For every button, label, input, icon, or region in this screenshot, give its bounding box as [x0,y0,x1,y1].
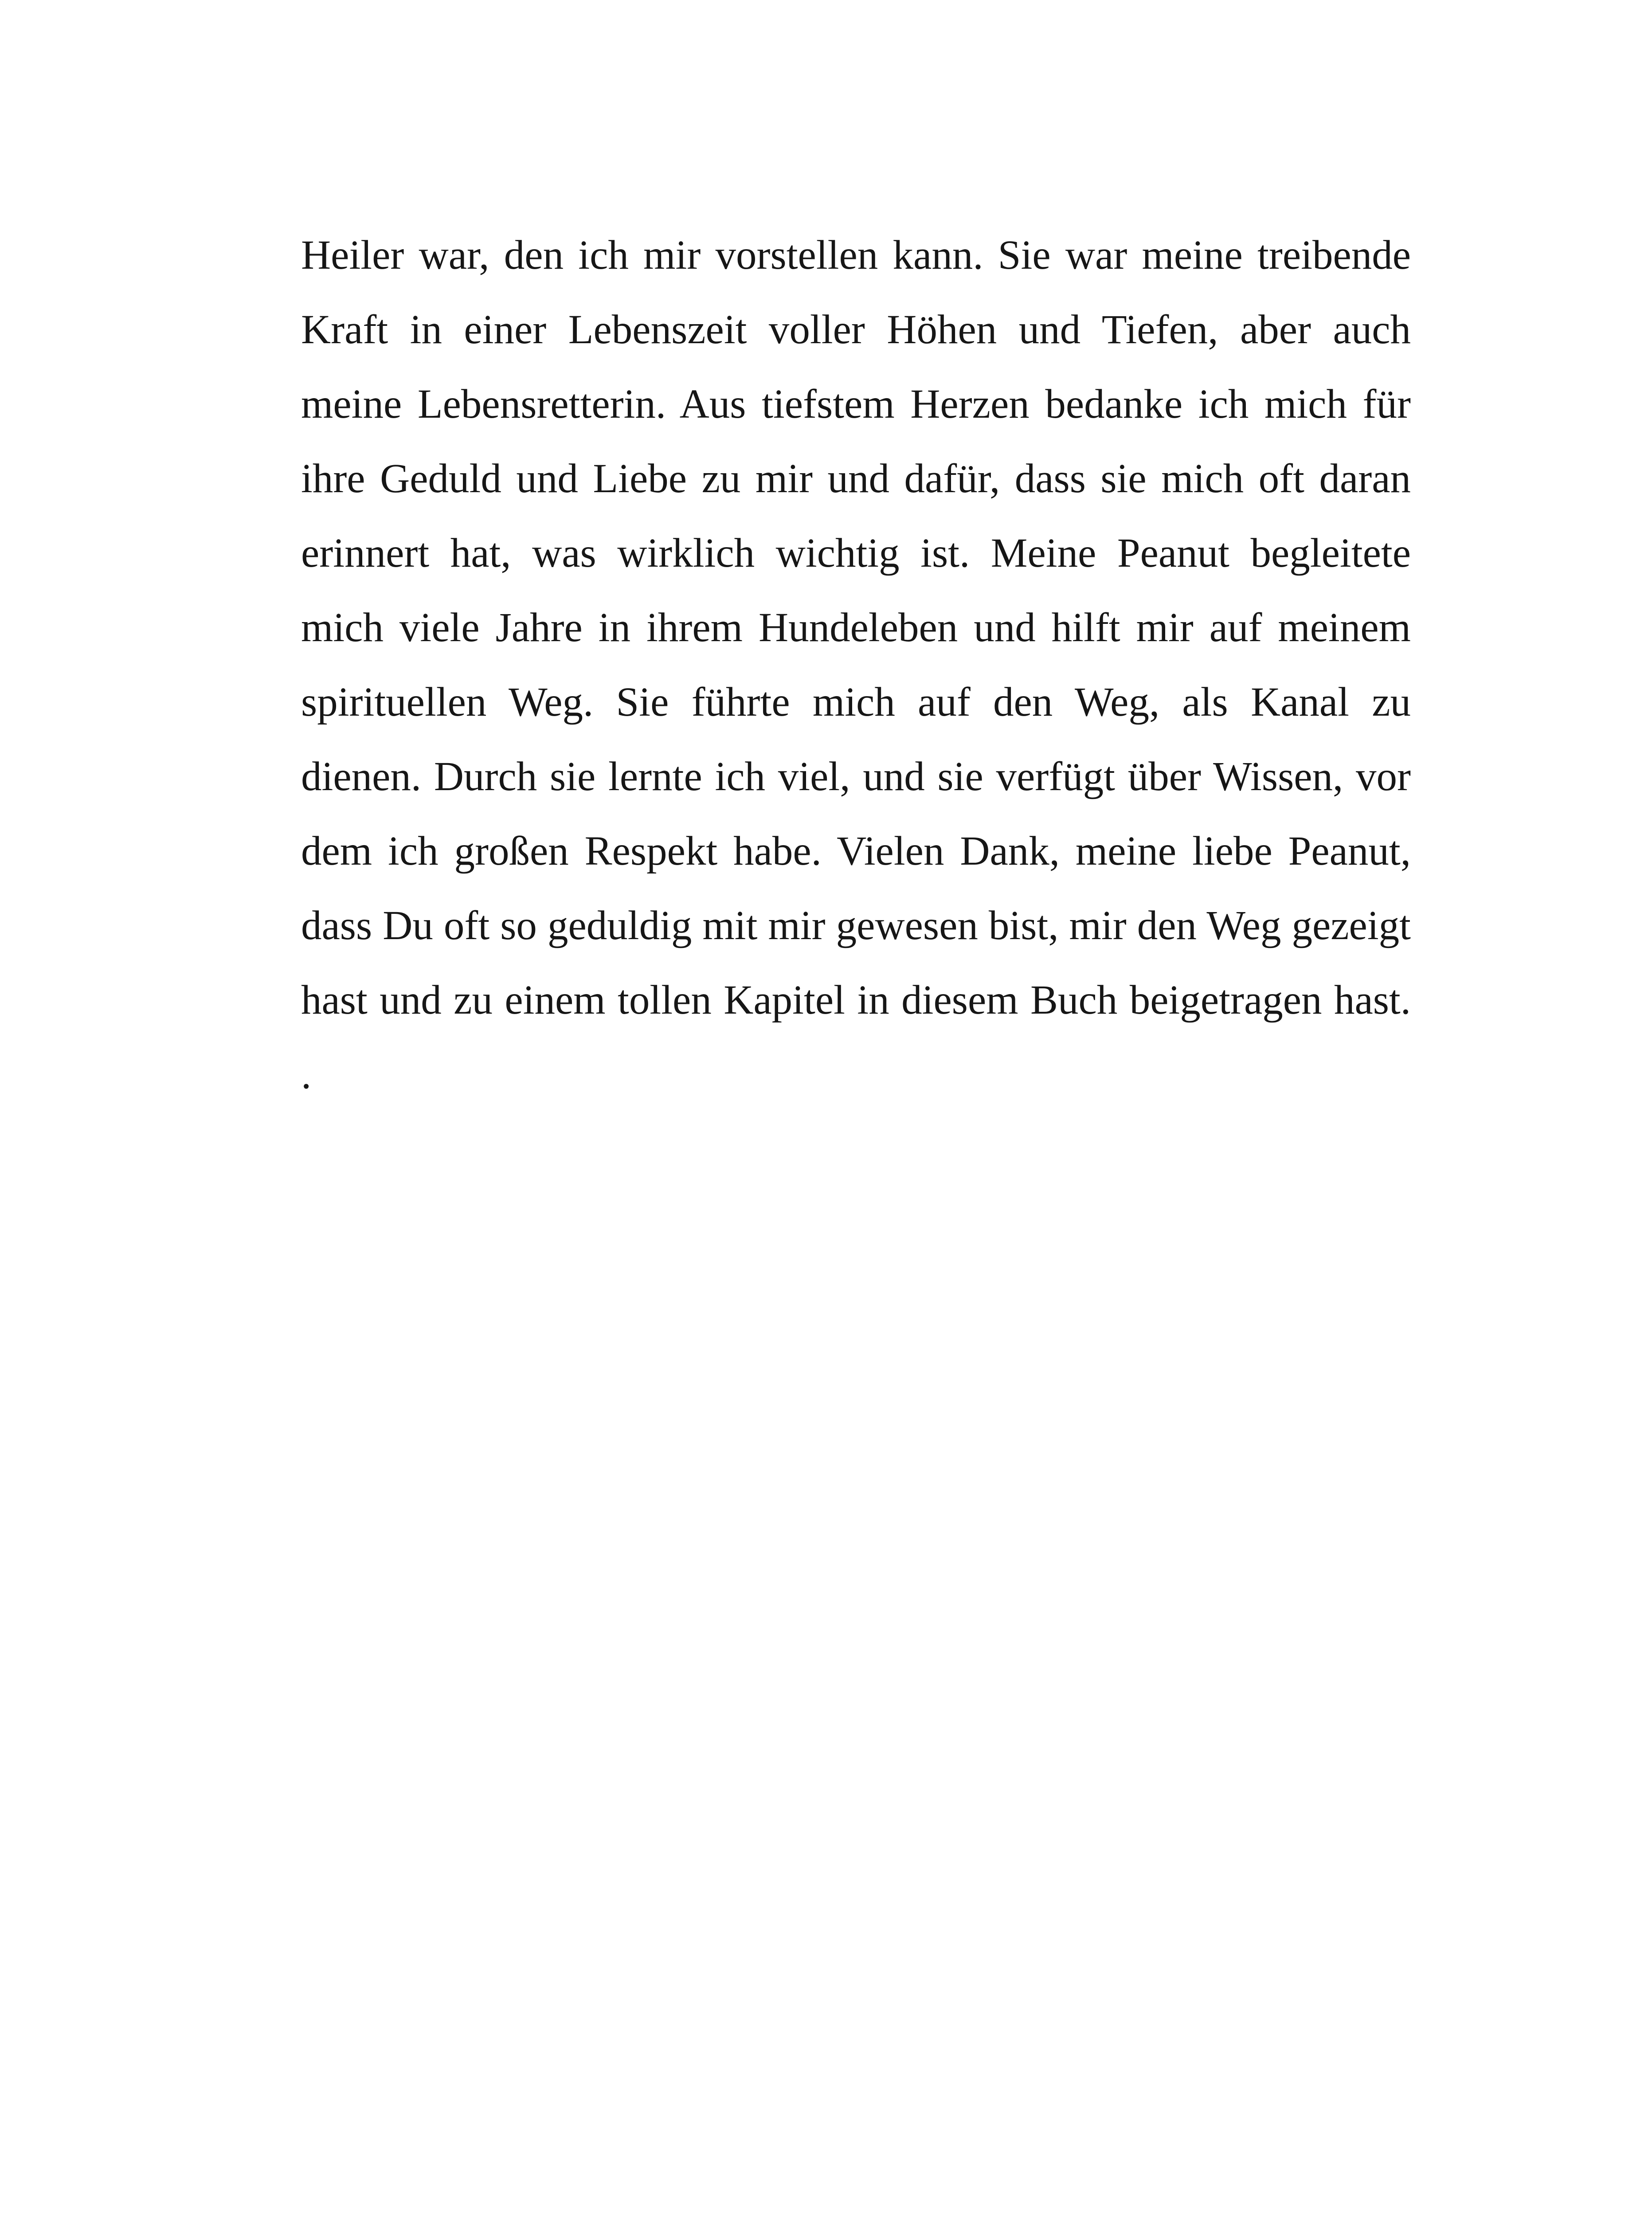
body-paragraph [301,218,1411,1112]
text-line-12: . [301,1052,312,1097]
text-line-4: ihre Geduld und Liebe zu mir und dafür, dass sie mich oft daran [301,456,1411,501]
text-line-3: meine Lebensretterin. Aus tiefstem Herzen bedanke ich mich für [301,381,1411,427]
text-line-6: mich viele Jahre in ihrem Hundeleben und hilft mir auf meinem [301,605,1411,650]
text-line-7: spirituellen Weg. Sie führte mich auf den Weg, als Kanal zu [301,679,1411,725]
text-line-1: Heiler war, den ich mir vorstellen kann. Sie war meine treibende [301,232,1411,278]
text-line-11: hast und zu einem tollen Kapitel in diesem Buch beigetragen hast. [301,977,1411,1023]
text-line-2: Kraft in einer Lebenszeit voller Höhen und Tiefen, aber auch [301,307,1411,353]
text-line-9: dem ich großen Respekt habe. Vielen Dank, meine liebe Peanut, [301,828,1411,874]
text-line-10: dass Du oft so geduldig mit mir gewesen bist, mir den Weg gezeigt [301,903,1411,948]
text-line-5: erinnert hat, was wirklich wichtig ist. Meine Peanut begleitete [301,530,1411,576]
text-line-8: dienen. Durch sie lernte ich viel, und sie verfügt über Wissen, vor [301,754,1411,799]
